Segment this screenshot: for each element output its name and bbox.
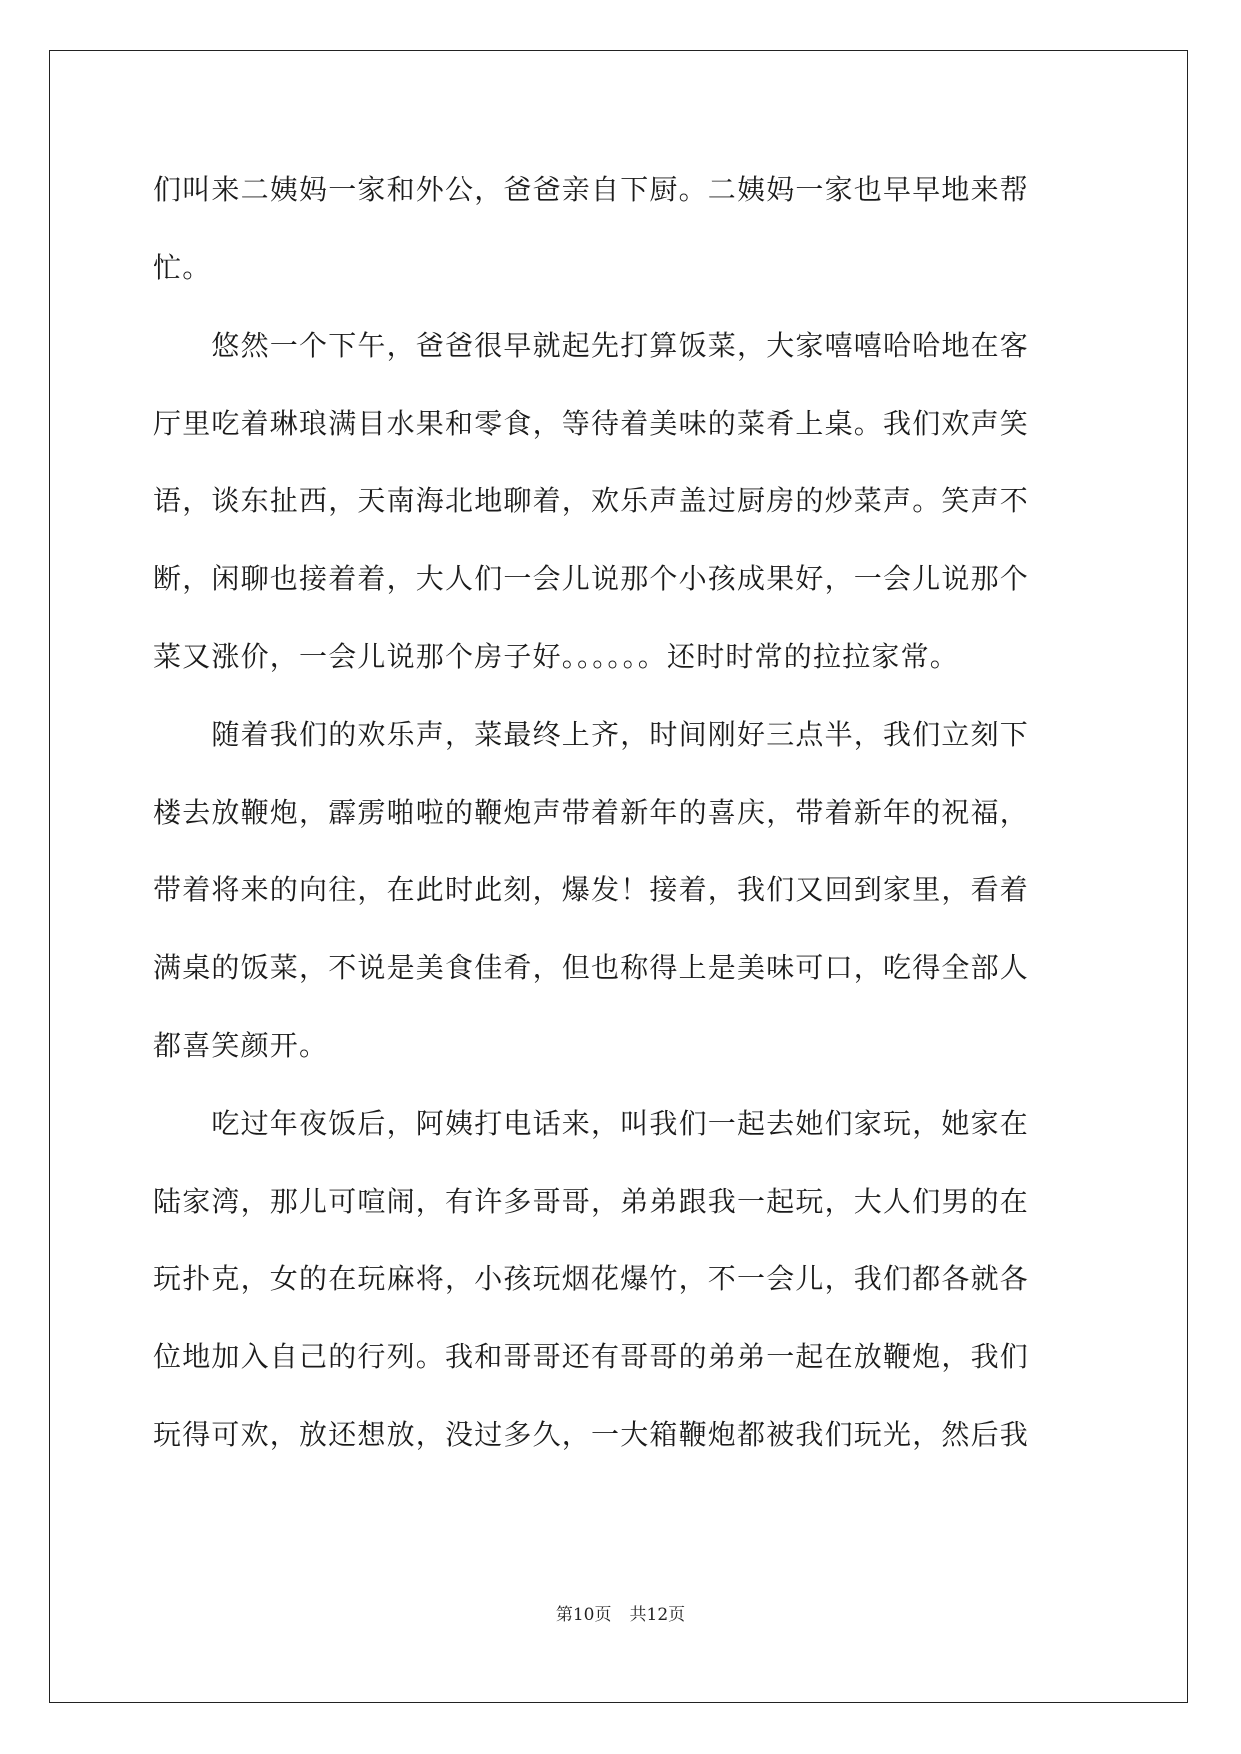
text-line: 忙。 (153, 251, 212, 284)
text-line: 玩得可欢，放还想放，没过多久，一大箱鞭炮都被我们玩光，然后我 (153, 1418, 1030, 1451)
text-line: 楼去放鞭炮，霹雳啪啦的鞭炮声带着新年的喜庆，带着新年的祝福， (153, 796, 1030, 829)
text-line: 吃过年夜饭后，阿姨打电话来，叫我们一起去她们家玩，她家在 (153, 1107, 1030, 1140)
text-line: 都喜笑颜开。 (153, 1029, 329, 1062)
text-line: 位地加入自己的行列。我和哥哥还有哥哥的弟弟一起在放鞭炮，我们 (153, 1340, 1030, 1373)
text-line: 悠然一个下午，爸爸很早就起先打算饭菜，大家嘻嘻哈哈地在客 (153, 329, 1030, 362)
text-line: 断，闲聊也接着着，大人们一会儿说那个小孩成果好，一会儿说那个 (153, 562, 1030, 595)
text-line: 带着将来的向往，在此时此刻，爆发！接着，我们又回到家里，看着 (153, 873, 1030, 906)
text-line: 满桌的饭菜，不说是美食佳肴，但也称得上是美味可口，吃得全部人 (153, 951, 1030, 984)
text-line: 们叫来二姨妈一家和外公，爸爸亲自下厨。二姨妈一家也早早地来帮 (153, 173, 1030, 206)
page-number: 第10页 (555, 1605, 612, 1625)
text-line: 厅里吃着琳琅满目水果和零食，等待着美味的菜肴上桌。我们欢声笑 (153, 407, 1030, 440)
text-line: 陆家湾，那儿可喧闹，有许多哥哥，弟弟跟我一起玩，大人们男的在 (153, 1185, 1030, 1218)
page-total: 共12页 (629, 1605, 686, 1625)
text-line: 随着我们的欢乐声，菜最终上齐，时间刚好三点半，我们立刻下 (153, 718, 1030, 751)
text-line: 玩扑克，女的在玩麻将，小孩玩烟花爆竹，不一会儿，我们都各就各 (153, 1262, 1030, 1295)
text-line: 菜又涨价，一会儿说那个房子好。。。。。。还时时常的拉拉家常。 (153, 640, 960, 673)
page-footer (0, 1603, 1241, 1627)
text-line: 语，谈东扯西，天南海北地聊着，欢乐声盖过厨房的炒菜声。笑声不 (153, 484, 1030, 517)
